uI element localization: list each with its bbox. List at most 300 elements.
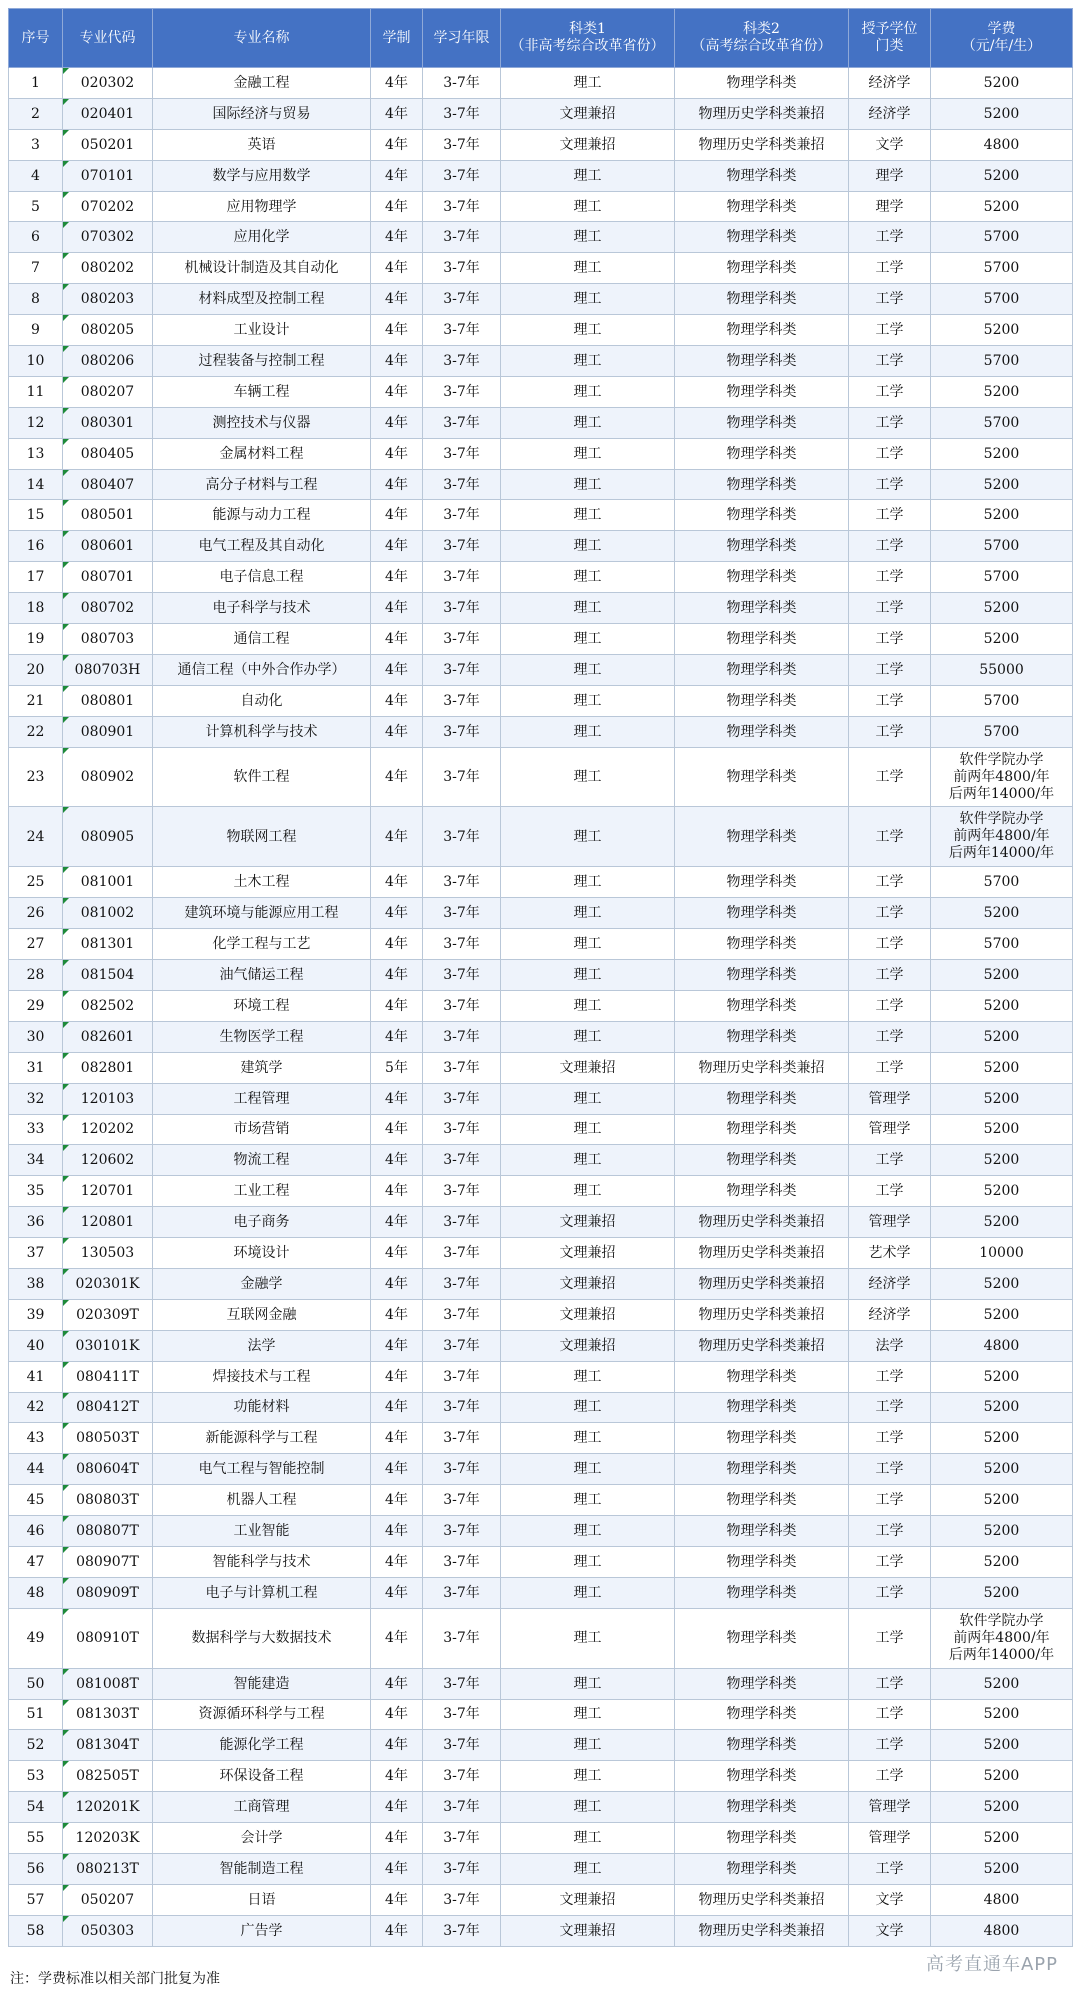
cell-years-text: 4年 (385, 229, 408, 246)
cell-major-name (153, 346, 371, 377)
cell-degree-text: 法学 (875, 1337, 904, 1354)
cell-degree-text: 工学 (875, 1584, 904, 1601)
header-index (9, 9, 63, 68)
cell-category-1 (501, 1761, 675, 1792)
cell-degree-text: 管理学 (868, 1830, 911, 1847)
cell-major-name-text: 电气工程与智能控制 (198, 1461, 325, 1478)
cell-category-2 (675, 1052, 849, 1083)
table-row (9, 1423, 1073, 1454)
cell-major-name (153, 1546, 371, 1577)
cell-study-period (423, 1454, 501, 1485)
cell-category-2 (675, 1577, 849, 1608)
cell-fee-text: 5200 (983, 1090, 1020, 1107)
table-row (9, 1485, 1073, 1516)
cell-category-2-text: 物理学科类 (726, 1830, 797, 1847)
cell-years (371, 747, 423, 807)
cell-fee-text: 5200 (983, 74, 1020, 91)
cell-category-2-text: 物理学科类 (726, 569, 797, 586)
cell-index-text: 5 (31, 198, 40, 215)
cell-degree-text: 理学 (875, 167, 904, 184)
cell-category-1-text: 理工 (573, 1121, 602, 1138)
cell-years (371, 438, 423, 469)
cell-years-text: 4年 (385, 1830, 408, 1847)
cell-index-text: 25 (26, 874, 45, 891)
cell-category-2 (675, 1114, 849, 1145)
cell-fee (931, 1823, 1073, 1854)
cell-category-2 (675, 1853, 849, 1884)
cell-degree-text: 经济学 (868, 1306, 911, 1323)
cell-index-text: 15 (26, 507, 45, 524)
cell-years-text: 4年 (385, 1152, 408, 1169)
cell-fee (931, 1238, 1073, 1269)
cell-category-2-text: 物理学科类 (726, 1860, 797, 1877)
cell-years-text: 4年 (385, 1922, 408, 1939)
cell-fee (931, 531, 1073, 562)
cell-marker-icon (63, 1700, 69, 1706)
cell-study-period-text: 3-7年 (443, 1121, 480, 1138)
cell-study-period (423, 1730, 501, 1761)
cell-index-text: 48 (26, 1584, 45, 1601)
cell-years (371, 469, 423, 500)
cell-code (63, 1853, 153, 1884)
cell-fee (931, 1330, 1073, 1361)
cell-fee-text: 55000 (979, 661, 1024, 678)
cell-degree (849, 1915, 931, 1946)
cell-category-1-text: 理工 (573, 1675, 602, 1692)
cell-category-1 (501, 1021, 675, 1052)
cell-degree (849, 960, 931, 991)
cell-major-name (153, 284, 371, 315)
cell-major-name-text: 智能建造 (233, 1675, 290, 1692)
cell-fee (931, 929, 1073, 960)
cell-category-1 (501, 1083, 675, 1114)
cell-code (63, 98, 153, 129)
cell-years-text: 4年 (385, 1275, 408, 1292)
cell-index (9, 1823, 63, 1854)
cell-code-text: 081304T (76, 1737, 139, 1754)
cell-major-name-text: 功能材料 (233, 1399, 290, 1416)
cell-category-2 (675, 1021, 849, 1052)
cell-fee (931, 716, 1073, 747)
table-row (9, 346, 1073, 377)
cell-category-1 (501, 960, 675, 991)
cell-code (63, 1207, 153, 1238)
cell-code (63, 1392, 153, 1423)
cell-category-1 (501, 1577, 675, 1608)
cell-category-2-text: 物理学科类 (726, 828, 797, 845)
cell-index (9, 1268, 63, 1299)
cell-fee-text: 5200 (983, 1121, 1020, 1138)
cell-index (9, 716, 63, 747)
cell-study-period (423, 1083, 501, 1114)
cell-code-text: 120801 (80, 1214, 135, 1231)
cell-code (63, 1915, 153, 1946)
cell-marker-icon (63, 1730, 69, 1736)
cell-category-1-text: 理工 (573, 1830, 602, 1847)
cell-major-name-text: 过程装备与控制工程 (198, 352, 325, 369)
cell-category-1 (501, 990, 675, 1021)
cell-code (63, 1546, 153, 1577)
cell-major-name-text: 数据科学与大数据技术 (191, 1630, 332, 1647)
cell-category-2-text: 物理学科类 (726, 1430, 797, 1447)
cell-fee (931, 747, 1073, 807)
cell-code (63, 1485, 153, 1516)
cell-degree-text: 工学 (875, 1523, 904, 1540)
table-row (9, 747, 1073, 807)
cell-category-2-text: 物理学科类 (726, 1675, 797, 1692)
cell-major-name (153, 129, 371, 160)
cell-marker-icon (63, 1145, 69, 1151)
cell-code (63, 407, 153, 438)
cell-category-1-text: 理工 (573, 291, 602, 308)
cell-index (9, 1915, 63, 1946)
cell-years-text: 4年 (385, 1675, 408, 1692)
cell-years (371, 1021, 423, 1052)
cell-fee (931, 129, 1073, 160)
cell-index-text: 33 (26, 1121, 45, 1138)
cell-fee-text: 5200 (983, 1768, 1020, 1785)
cell-study-period-text: 3-7年 (443, 538, 480, 555)
cell-fee (931, 346, 1073, 377)
cell-category-2 (675, 346, 849, 377)
cell-category-1 (501, 593, 675, 624)
table-row (9, 898, 1073, 929)
cell-category-1 (501, 284, 675, 315)
cell-index-text: 56 (26, 1860, 45, 1877)
cell-category-1-text: 理工 (573, 905, 602, 922)
cell-degree (849, 1145, 931, 1176)
cell-index (9, 1145, 63, 1176)
cell-category-2 (675, 1145, 849, 1176)
cell-study-period-text: 3-7年 (443, 1461, 480, 1478)
cell-years (371, 315, 423, 346)
cell-category-1-text: 理工 (573, 322, 602, 339)
cell-major-name (153, 469, 371, 500)
cell-degree-text: 管理学 (868, 1799, 911, 1816)
cell-degree (849, 315, 931, 346)
cell-index (9, 1114, 63, 1145)
cell-category-2-text: 物理学科类 (726, 874, 797, 891)
cell-study-period (423, 469, 501, 500)
cell-index-text: 34 (26, 1152, 45, 1169)
cell-years (371, 1577, 423, 1608)
cell-years-text: 4年 (385, 1630, 408, 1647)
cell-category-1 (501, 222, 675, 253)
cell-fee (931, 1052, 1073, 1083)
cell-index (9, 990, 63, 1021)
header-fee-line1: 学费 (987, 21, 1016, 37)
cell-category-1-text: 理工 (573, 260, 602, 277)
cell-years (371, 531, 423, 562)
cell-degree-text: 工学 (875, 1399, 904, 1416)
cell-years (371, 1083, 423, 1114)
cell-fee-text: 5200 (983, 905, 1020, 922)
cell-marker-icon (63, 929, 69, 935)
header-fee-line2: （元/年/生） (961, 38, 1042, 54)
cell-major-name-text: 电子科学与技术 (212, 600, 311, 617)
cell-degree-text: 工学 (875, 692, 904, 709)
cell-degree-text: 工学 (875, 1152, 904, 1169)
cell-category-1-text: 理工 (573, 1461, 602, 1478)
cell-marker-icon (63, 346, 69, 352)
cell-index-text: 44 (26, 1461, 45, 1478)
cell-major-name (153, 867, 371, 898)
cell-category-1-text: 理工 (573, 1523, 602, 1540)
cell-code (63, 1699, 153, 1730)
cell-study-period-text: 3-7年 (443, 966, 480, 983)
cell-code-text: 080207 (80, 383, 135, 400)
cell-study-period-text: 3-7年 (443, 874, 480, 891)
cell-index (9, 1021, 63, 1052)
cell-index (9, 562, 63, 593)
cell-category-1-text: 理工 (573, 828, 602, 845)
cell-index-text: 42 (26, 1399, 45, 1416)
cell-marker-icon (63, 439, 69, 445)
cell-years-text: 4年 (385, 383, 408, 400)
cell-years-text: 4年 (385, 414, 408, 431)
cell-index-text: 47 (26, 1553, 45, 1570)
cell-category-2 (675, 1238, 849, 1269)
cell-marker-icon (63, 1547, 69, 1553)
cell-category-2 (675, 1423, 849, 1454)
header-years (371, 9, 423, 68)
cell-fee-text: 5700 (983, 569, 1020, 586)
cell-category-1-text: 文理兼招 (559, 1059, 616, 1076)
cell-fee (931, 1884, 1073, 1915)
cell-major-name-text: 环保设备工程 (219, 1768, 304, 1785)
cell-degree (849, 438, 931, 469)
cell-index (9, 867, 63, 898)
cell-fee-text: 5700 (983, 414, 1020, 431)
cell-fee-text: 5700 (983, 692, 1020, 709)
cell-study-period-text: 3-7年 (443, 1245, 480, 1261)
cell-major-name (153, 716, 371, 747)
cell-years-text: 4年 (385, 105, 408, 122)
cell-degree-text: 理学 (875, 198, 904, 215)
cell-category-1-text: 理工 (573, 1430, 602, 1447)
cell-code-text: 080901 (80, 723, 135, 740)
cell-years (371, 990, 423, 1021)
cell-marker-icon (63, 1516, 69, 1522)
cell-major-name (153, 562, 371, 593)
cell-degree-text: 工学 (875, 630, 904, 647)
cell-years (371, 1516, 423, 1547)
cell-marker-icon (63, 1792, 69, 1798)
cell-category-1-text: 理工 (573, 74, 602, 91)
cell-index-text: 21 (26, 692, 45, 709)
cell-fee-text: 5200 (983, 198, 1020, 215)
cell-category-2-text: 物理历史学科类兼招 (698, 1059, 825, 1076)
cell-index (9, 1761, 63, 1792)
cell-major-name-text: 电气工程及其自动化 (198, 538, 325, 555)
cell-index-text: 26 (26, 905, 45, 922)
cell-major-name (153, 685, 371, 716)
cell-degree-text: 工学 (875, 260, 904, 277)
cell-major-name-text: 通信工程（中外合作办学） (177, 661, 346, 678)
cell-code-text: 050207 (80, 1891, 135, 1908)
cell-marker-icon (63, 315, 69, 321)
cell-fee (931, 1485, 1073, 1516)
cell-code (63, 960, 153, 991)
cell-major-name-text: 生物医学工程 (219, 1028, 304, 1045)
cell-index-text: 20 (26, 661, 45, 678)
cell-marker-icon (63, 624, 69, 630)
cell-code-text: 080503T (76, 1430, 139, 1447)
cell-fee-text: 4800 (983, 136, 1020, 153)
cell-marker-icon (63, 1485, 69, 1491)
cell-study-period-text: 3-7年 (443, 1675, 480, 1692)
cell-degree (849, 407, 931, 438)
cell-study-period (423, 191, 501, 222)
table-row (9, 253, 1073, 284)
cell-fee-text: 5700 (983, 229, 1020, 246)
cell-fee (931, 469, 1073, 500)
cell-category-1-text: 文理兼招 (559, 1891, 616, 1908)
cell-category-1 (501, 315, 675, 346)
cell-degree (849, 1052, 931, 1083)
cell-fee (931, 624, 1073, 655)
cell-degree (849, 1792, 931, 1823)
cell-marker-icon (63, 68, 69, 74)
cell-category-2 (675, 160, 849, 191)
cell-code-text: 120201K (75, 1799, 140, 1816)
cell-major-name (153, 1052, 371, 1083)
cell-category-1 (501, 1546, 675, 1577)
cell-category-2-text: 物理学科类 (726, 445, 797, 462)
cell-category-1-text: 理工 (573, 1090, 602, 1107)
cell-major-name-text: 应用物理学 (226, 198, 297, 215)
cell-study-period (423, 500, 501, 531)
cell-index-text: 7 (31, 260, 40, 277)
cell-study-period-text: 3-7年 (443, 1737, 480, 1754)
cell-category-2 (675, 593, 849, 624)
cell-category-1-text: 理工 (573, 630, 602, 647)
cell-study-period-text: 3-7年 (443, 1523, 480, 1540)
cell-index (9, 253, 63, 284)
cell-degree (849, 929, 931, 960)
cell-fee (931, 1730, 1073, 1761)
cell-category-2 (675, 898, 849, 929)
cell-degree (849, 68, 931, 99)
table-row (9, 960, 1073, 991)
cell-code-text: 081301 (80, 936, 135, 953)
cell-major-name (153, 1392, 371, 1423)
cell-major-name (153, 1668, 371, 1699)
cell-category-2 (675, 1884, 849, 1915)
cell-fee (931, 1668, 1073, 1699)
cell-category-2 (675, 129, 849, 160)
cell-category-2-text: 物理历史学科类兼招 (698, 136, 825, 153)
table-row (9, 1207, 1073, 1238)
cell-fee (931, 867, 1073, 898)
cell-years-text: 4年 (385, 1399, 408, 1416)
cell-study-period-text: 3-7年 (443, 1630, 480, 1647)
cell-degree-text: 工学 (875, 1860, 904, 1877)
cell-fee-text: 5200 (983, 1830, 1020, 1847)
cell-index-text: 18 (26, 600, 45, 617)
cell-marker-icon (63, 1823, 69, 1829)
cell-years-text: 4年 (385, 966, 408, 983)
cell-index-text: 37 (26, 1245, 45, 1261)
cell-years-text: 4年 (385, 1584, 408, 1601)
cell-study-period-text: 3-7年 (443, 1860, 480, 1877)
cell-marker-icon (63, 1084, 69, 1090)
cell-code (63, 898, 153, 929)
cell-category-1 (501, 191, 675, 222)
cell-category-1 (501, 1792, 675, 1823)
table-row (9, 531, 1073, 562)
cell-category-2 (675, 407, 849, 438)
cell-study-period (423, 929, 501, 960)
cell-years (371, 960, 423, 991)
cell-major-name (153, 960, 371, 991)
cell-fee (931, 1516, 1073, 1547)
cell-index (9, 1516, 63, 1547)
cell-degree-text: 文学 (875, 1891, 904, 1908)
table-row (9, 1392, 1073, 1423)
cell-category-1 (501, 1823, 675, 1854)
cell-category-1-text: 理工 (573, 383, 602, 400)
cell-category-2-text: 物理学科类 (726, 1768, 797, 1785)
cell-fee (931, 1268, 1073, 1299)
cell-category-1-text: 理工 (573, 569, 602, 586)
cell-fee-text: 5200 (983, 1368, 1020, 1385)
cell-category-1 (501, 469, 675, 500)
cell-degree (849, 716, 931, 747)
cell-marker-icon (63, 1454, 69, 1460)
cell-study-period-text: 3-7年 (443, 1214, 480, 1231)
cell-major-name (153, 593, 371, 624)
cell-study-period (423, 1546, 501, 1577)
cell-category-2 (675, 1761, 849, 1792)
cell-major-name (153, 1730, 371, 1761)
cell-study-period-text: 3-7年 (443, 723, 480, 740)
table-row (9, 1761, 1073, 1792)
cell-major-name (153, 1792, 371, 1823)
cell-fee-text: 5200 (983, 476, 1020, 493)
cell-category-2-text: 物理学科类 (726, 383, 797, 400)
cell-code-text: 080412T (76, 1399, 139, 1416)
cell-index-text: 1 (31, 74, 40, 91)
cell-category-2 (675, 1330, 849, 1361)
cell-years (371, 898, 423, 929)
cell-category-2-text: 物理学科类 (726, 1121, 797, 1138)
cell-category-1-text: 理工 (573, 1028, 602, 1045)
cell-index-text: 2 (31, 105, 40, 122)
cell-category-1 (501, 346, 675, 377)
cell-degree-text: 工学 (875, 769, 904, 786)
cell-major-name-text: 广告学 (240, 1922, 283, 1939)
cell-code (63, 1761, 153, 1792)
cell-fee-text: 5200 (983, 997, 1020, 1014)
table-row (9, 1546, 1073, 1577)
cell-fee-text: 10000 (979, 1245, 1024, 1261)
cell-years (371, 376, 423, 407)
cell-code (63, 1238, 153, 1269)
cell-index (9, 1853, 63, 1884)
cell-study-period-text: 3-7年 (443, 1306, 480, 1323)
cell-study-period-text: 3-7年 (443, 692, 480, 709)
cell-major-name-text: 工业智能 (233, 1523, 290, 1540)
cell-category-2-text: 物理学科类 (726, 1737, 797, 1754)
cell-category-1-text: 理工 (573, 198, 602, 215)
cell-fee (931, 1423, 1073, 1454)
cell-category-1-text: 理工 (573, 966, 602, 983)
cell-fee-text: 5200 (983, 507, 1020, 524)
cell-index (9, 1577, 63, 1608)
cell-study-period (423, 1268, 501, 1299)
cell-major-name (153, 1608, 371, 1668)
